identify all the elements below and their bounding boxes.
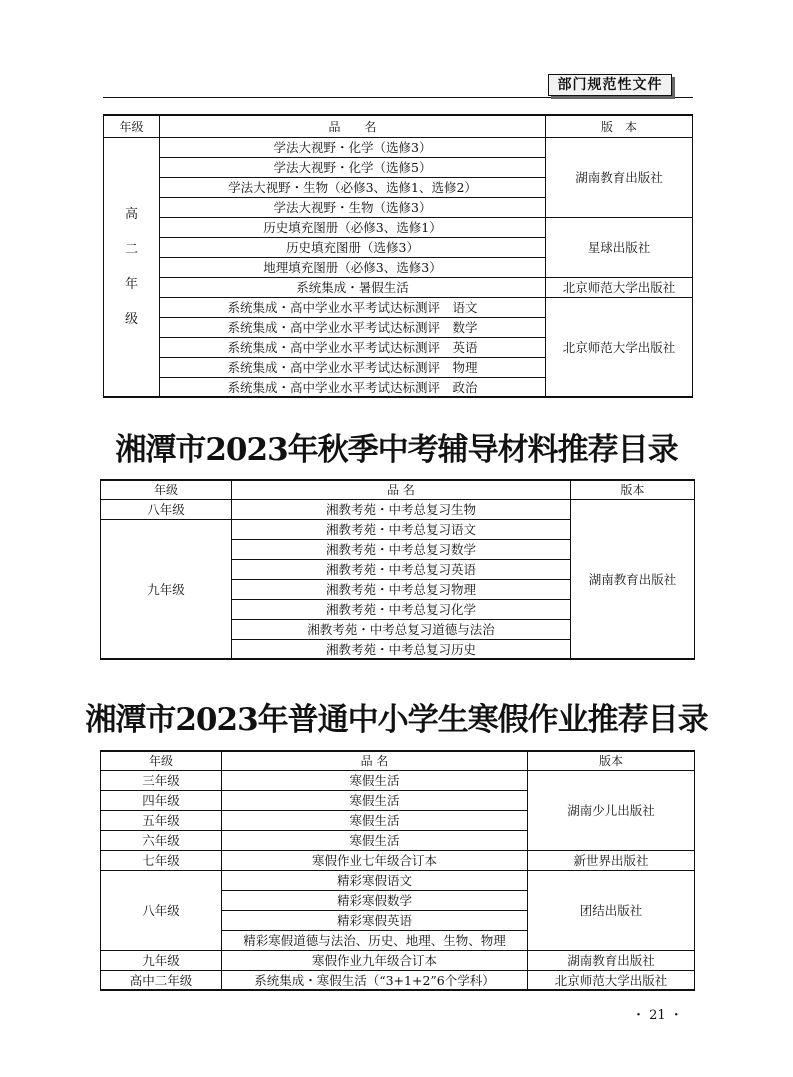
publisher-cell: 湖南教育出版社 [546, 137, 693, 217]
item-cell: 寒假生活 [222, 770, 528, 790]
grade-cell: 六年级 [101, 830, 222, 850]
item-cell: 学法大视野・化学（选修5） [160, 157, 546, 177]
header-publisher: 版 本 [546, 115, 693, 137]
table-row [101, 950, 695, 970]
publisher-cell: 团结出版社 [528, 870, 695, 950]
grade-char: 级 [124, 311, 138, 327]
page-number: ・ 21 ・ [632, 1008, 683, 1023]
table-row [101, 970, 695, 990]
publisher-cell: 北京师范大学出版社 [528, 970, 695, 990]
table-row [104, 297, 693, 317]
item-cell: 寒假生活 [222, 810, 528, 830]
item-cell: 寒假生活 [222, 790, 528, 810]
grade-cell: 三年级 [101, 770, 222, 790]
item-cell: 学法大视野・化学（选修3） [160, 137, 546, 157]
header-publisher: 版本 [528, 751, 695, 770]
item-cell: 精彩寒假语文 [222, 870, 528, 890]
header-item-name: 品 名 [222, 751, 528, 770]
section-title-exam-materials: 湘潭市2023年秋季中考辅导材料推荐目录 [115, 432, 678, 468]
table-exam-materials [100, 479, 695, 660]
table-row [101, 870, 695, 890]
table-row [104, 277, 693, 297]
header-grade: 年级 [101, 480, 232, 499]
table-row [104, 217, 693, 237]
header-grade: 年级 [101, 751, 222, 770]
grade-cell: 五年级 [101, 810, 222, 830]
item-cell: 寒假作业九年级合订本 [222, 950, 528, 970]
document-category-label: 部门规范性文件 [548, 74, 672, 96]
grade-cell: 八年级 [101, 870, 222, 950]
table-row [101, 850, 695, 870]
item-cell: 学法大视野・生物（必修3、选修1、选修2） [160, 177, 546, 197]
item-cell: 系统集成・高中学业水平考试达标测评 数学 [160, 317, 546, 337]
header-rule [103, 97, 693, 98]
section-title-winter-homework: 湘潭市2023年普通中小学生寒假作业推荐目录 [85, 702, 708, 738]
item-cell: 精彩寒假道德与法治、历史、地理、生物、物理 [222, 930, 528, 950]
table-header-row [101, 480, 695, 499]
header-item-name: 品 名 [160, 115, 546, 137]
table-row [101, 499, 695, 519]
grade-char: 高 [124, 206, 138, 222]
header-grade: 年级 [104, 115, 160, 137]
grade-char: 年 [124, 276, 138, 292]
item-cell: 系统集成・暑假生活 [160, 277, 546, 297]
item-cell: 湘教考苑・中考总复习化学 [232, 599, 571, 619]
grade-cell: 七年级 [101, 850, 222, 870]
item-cell: 系统集成・高中学业水平考试达标测评 物理 [160, 357, 546, 377]
publisher-cell: 湖南教育出版社 [528, 950, 695, 970]
publisher-cell: 湖南教育出版社 [571, 499, 695, 659]
item-cell: 系统集成・高中学业水平考试达标测评 语文 [160, 297, 546, 317]
item-cell: 系统集成・高中学业水平考试达标测评 英语 [160, 337, 546, 357]
item-cell: 历史填充图册（必修3、选修1） [160, 217, 546, 237]
table-row [104, 137, 693, 157]
header-item-name: 品 名 [232, 480, 571, 499]
item-cell: 湘教考苑・中考总复习语文 [232, 519, 571, 539]
table-header-row [101, 751, 695, 770]
item-cell: 系统集成・寒假生活（“3+1+2”6个学科） [222, 970, 528, 990]
header-publisher: 版本 [571, 480, 695, 499]
item-cell: 精彩寒假数学 [222, 890, 528, 910]
item-cell: 湘教考苑・中考总复习生物 [232, 499, 571, 519]
grade-cell-senior2 [104, 137, 160, 397]
grade-cell: 四年级 [101, 790, 222, 810]
grade-char: 二 [124, 241, 138, 257]
item-cell: 精彩寒假英语 [222, 910, 528, 930]
grade-cell: 九年级 [101, 519, 232, 659]
item-cell: 系统集成・高中学业水平考试达标测评 政治 [160, 377, 546, 397]
grade-cell: 高中二年级 [101, 970, 222, 990]
item-cell: 学法大视野・生物（选修3） [160, 197, 546, 217]
table-grade11-materials [103, 114, 693, 398]
item-cell: 地理填充图册（必修3、选修3） [160, 257, 546, 277]
item-cell: 湘教考苑・中考总复习数学 [232, 539, 571, 559]
publisher-cell: 星球出版社 [546, 217, 693, 277]
item-cell: 寒假作业七年级合订本 [222, 850, 528, 870]
item-cell: 湘教考苑・中考总复习英语 [232, 559, 571, 579]
grade-cell: 九年级 [101, 950, 222, 970]
publisher-cell: 新世界出版社 [528, 850, 695, 870]
item-cell: 湘教考苑・中考总复习道德与法治 [232, 619, 571, 639]
item-cell: 寒假生活 [222, 830, 528, 850]
publisher-cell: 北京师范大学出版社 [546, 297, 693, 397]
item-cell: 湘教考苑・中考总复习物理 [232, 579, 571, 599]
publisher-cell: 北京师范大学出版社 [546, 277, 693, 297]
table-header-row [104, 115, 693, 137]
grade-cell: 八年级 [101, 499, 232, 519]
publisher-cell: 湖南少儿出版社 [528, 770, 695, 850]
item-cell: 历史填充图册（选修3） [160, 237, 546, 257]
table-row [101, 770, 695, 790]
table-winter-homework [100, 750, 695, 991]
item-cell: 湘教考苑・中考总复习历史 [232, 639, 571, 659]
